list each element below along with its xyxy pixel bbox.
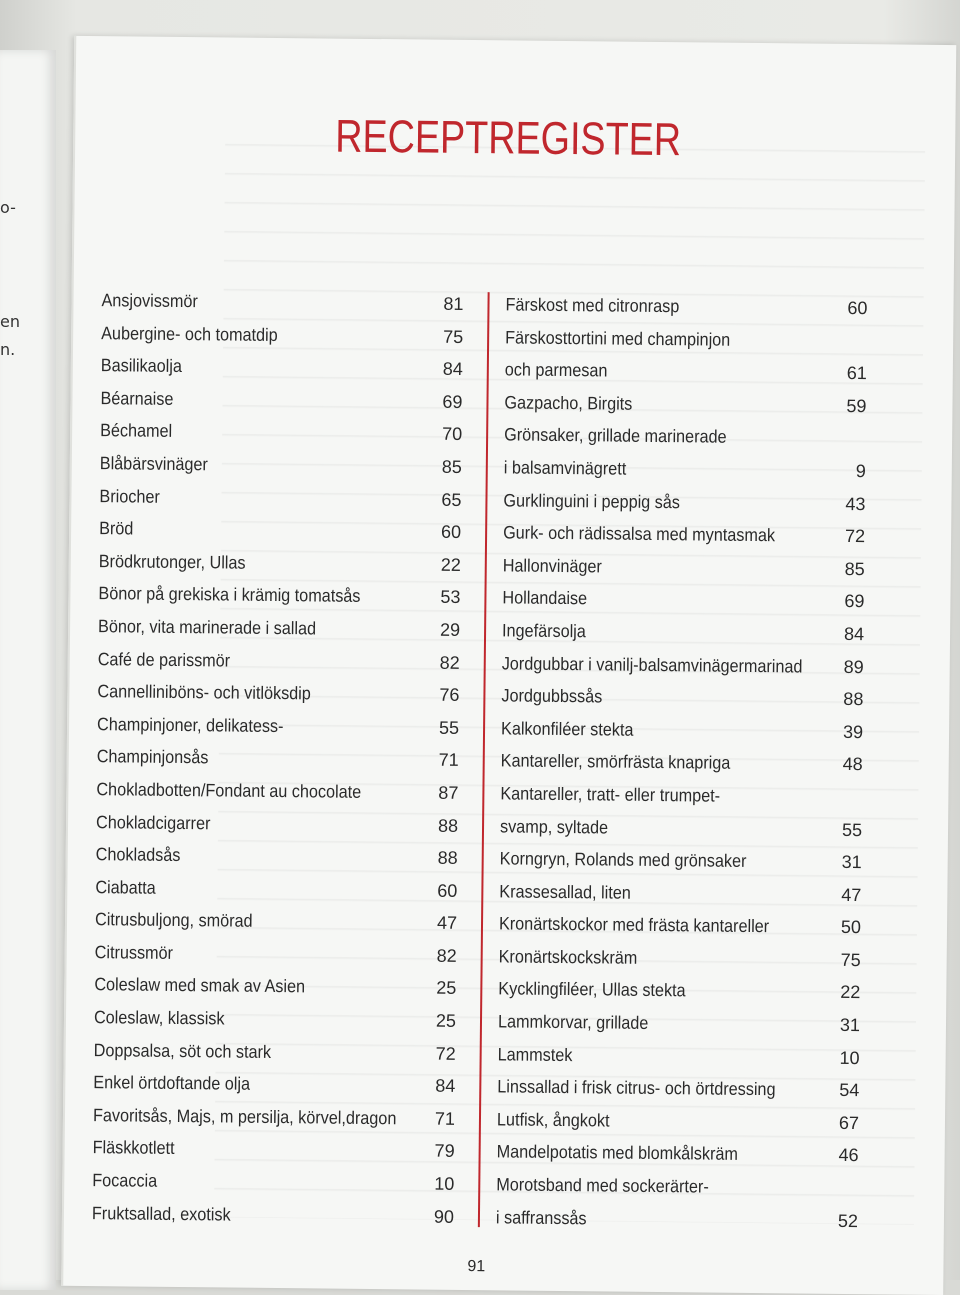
entry-name: Lammkorvar, grillade xyxy=(497,1011,649,1033)
entry-page-number: 22 xyxy=(840,982,861,1003)
entry-page-number: 43 xyxy=(845,493,866,514)
entry-name: Kronärtskockor med frästa kantareller xyxy=(498,913,770,937)
entry-page-number: 25 xyxy=(436,978,457,999)
index-entry xyxy=(502,616,864,652)
index-entry xyxy=(97,677,459,713)
entry-name: svamp, syltade xyxy=(499,815,609,837)
entry-name: Coleslaw, klassisk xyxy=(93,1007,225,1029)
index-entry xyxy=(92,1166,454,1202)
entry-name: Brödkrutonger, Ullas xyxy=(98,550,246,573)
entry-page-number: 84 xyxy=(843,623,865,645)
index-entry xyxy=(93,1068,455,1104)
index-entry xyxy=(501,747,863,783)
entry-name: i saffranssås xyxy=(495,1206,587,1228)
entry-name: Mandelpotatis med blomkålskräm xyxy=(496,1141,739,1165)
index-entry xyxy=(499,877,861,913)
entry-name: Fläskkotlett xyxy=(92,1137,175,1159)
index-entry xyxy=(501,681,863,717)
entry-page-number: 88 xyxy=(843,689,864,710)
entry-name: Enkel örtdoftande olja xyxy=(93,1072,251,1094)
entry-name: Citrussmör xyxy=(94,941,174,963)
index-entry xyxy=(95,905,457,941)
entry-page-number: 75 xyxy=(840,949,861,971)
index-entry xyxy=(101,351,463,387)
index-entry xyxy=(500,779,862,815)
entry-name: Morotsband med sockerärter- xyxy=(496,1174,709,1197)
index-entry xyxy=(498,975,860,1011)
entry-name: Korngryn, Rolands med grönsaker xyxy=(499,848,747,872)
entry-page-number: 90 xyxy=(433,1206,455,1227)
index-entry xyxy=(94,971,456,1007)
entry-page-number: 72 xyxy=(844,526,866,547)
entry-page-number: 70 xyxy=(442,424,463,445)
entry-page-number: 65 xyxy=(441,489,462,510)
entry-name: Gurk- och rädissalsa med myntasmak xyxy=(503,522,776,546)
index-entry xyxy=(504,388,866,424)
entry-name: Grönsaker, grillade marinerade xyxy=(504,424,727,448)
page-title: RECEPTREGISTER xyxy=(335,109,682,166)
entry-name: Ingefärsolja xyxy=(501,620,586,642)
entry-name: i balsamvinägrett xyxy=(503,457,627,479)
entry-page-number: 10 xyxy=(434,1173,455,1194)
index-entry xyxy=(505,290,867,326)
entry-page-number: 76 xyxy=(439,684,460,706)
page-number: 91 xyxy=(467,1258,486,1276)
entry-page-number: 52 xyxy=(837,1210,859,1231)
entry-page-number: 71 xyxy=(434,1108,456,1129)
index-entry xyxy=(93,1101,455,1137)
entry-name: Aubergine- och tomatdip xyxy=(101,322,278,345)
entry-name: Béchamel xyxy=(100,420,173,442)
index-entry xyxy=(98,579,460,615)
entry-name: Kalkonfiléer stekta xyxy=(500,718,634,740)
entry-name: Jordgubbar i vanilj-balsamvinägermarinad xyxy=(501,652,803,677)
left-page-edge xyxy=(0,50,56,1290)
entry-name: Champinjonsås xyxy=(96,746,209,768)
index-entry xyxy=(501,714,863,750)
entry-page-number: 55 xyxy=(841,819,863,840)
entry-name: Jordgubbssås xyxy=(501,685,603,707)
entry-page-number: 82 xyxy=(436,945,457,966)
entry-name: Kycklingfiléer, Ullas stekta xyxy=(498,978,686,1001)
entry-name: Gazpacho, Birgits xyxy=(504,392,633,414)
entry-page-number: 31 xyxy=(839,1014,861,1036)
entry-page-number: 60 xyxy=(437,880,458,901)
entry-page-number: 46 xyxy=(838,1145,859,1166)
index-entry xyxy=(496,1138,858,1174)
entry-page-number: 84 xyxy=(435,1075,456,1097)
entry-page-number: 22 xyxy=(440,554,461,575)
entry-page-number: 47 xyxy=(436,912,458,934)
entry-page-number: 87 xyxy=(438,782,459,803)
index-entry xyxy=(499,910,861,946)
index-entry xyxy=(96,808,458,844)
entry-name: Focaccia xyxy=(92,1170,158,1191)
index-entry xyxy=(505,323,867,359)
entry-name: Lutfisk, ångkokt xyxy=(496,1109,610,1131)
index-entry xyxy=(92,1199,454,1235)
index-entry xyxy=(99,547,461,583)
left-page-fragment: n. xyxy=(0,340,16,359)
entry-name: Ansjovissmör xyxy=(101,290,198,312)
index-entry xyxy=(98,645,460,681)
entry-page-number: 81 xyxy=(443,293,464,314)
entry-page-number: 54 xyxy=(839,1080,860,1101)
entry-name: Ciabatta xyxy=(95,876,156,898)
index-entry xyxy=(497,1073,859,1109)
index-page xyxy=(61,36,956,1295)
index-entry xyxy=(96,840,458,876)
entry-page-number: 31 xyxy=(841,852,862,873)
index-entry xyxy=(500,812,862,848)
entry-name: Briocher xyxy=(99,485,160,507)
entry-page-number: 61 xyxy=(846,363,867,384)
index-entry xyxy=(498,942,860,978)
index-entry xyxy=(99,482,461,518)
index-entry xyxy=(496,1203,858,1239)
entry-page-number: 84 xyxy=(442,358,463,380)
entry-page-number: 39 xyxy=(842,721,864,742)
index-entry xyxy=(502,584,864,620)
entry-page-number: 59 xyxy=(846,395,867,416)
entry-name: Favoritsås, Majs, m persilja, körvel,dragon xyxy=(92,1104,397,1129)
entry-name: och parmesan xyxy=(504,359,608,381)
entry-page-number: 71 xyxy=(438,750,459,771)
entry-page-number: 9 xyxy=(855,461,866,482)
index-entry xyxy=(503,519,865,555)
entry-page-number: 82 xyxy=(439,652,460,673)
entry-name: Hallonvinäger xyxy=(502,555,602,577)
entry-name: Blåbärsvinäger xyxy=(99,453,209,475)
index-column-left xyxy=(92,286,464,1235)
entry-page-number: 67 xyxy=(838,1112,860,1133)
entry-name: Gurklinguini i peppig sås xyxy=(503,489,681,512)
index-entry xyxy=(101,319,463,355)
entry-name: Lammstek xyxy=(497,1043,573,1065)
entry-name: Färskost med citronrasp xyxy=(505,294,680,317)
entry-name: Fruktsallad, exotisk xyxy=(91,1202,231,1225)
entry-name: Bröd xyxy=(99,518,134,539)
index-entry xyxy=(101,286,463,322)
entry-page-number: 75 xyxy=(443,326,464,347)
entry-page-number: 47 xyxy=(841,884,862,905)
entry-name: Champinjoner, delikatess- xyxy=(96,713,284,736)
entry-name: Chokladcigarrer xyxy=(95,811,211,833)
entry-page-number: 89 xyxy=(843,656,864,677)
index-entry xyxy=(96,775,458,811)
entry-name: Kronärtskockskräm xyxy=(498,946,638,968)
entry-page-number: 10 xyxy=(839,1047,860,1068)
entry-name: Coleslaw med smak av Asien xyxy=(94,974,306,997)
entry-page-number: 69 xyxy=(844,591,865,612)
index-entry xyxy=(503,486,865,522)
entry-name: Hollandaise xyxy=(502,587,588,609)
index-entry xyxy=(504,421,866,457)
index-entry xyxy=(100,449,462,485)
entry-name: Chokladbotten/Fondant au chocolate xyxy=(96,779,362,802)
index-entry xyxy=(500,844,862,880)
entry-name: Bönor på grekiska i krämig tomatsås xyxy=(98,583,361,607)
entry-name: Kantareller, tratt- eller trumpet- xyxy=(500,783,721,806)
index-entry xyxy=(97,710,459,746)
entry-name: Café de parissmör xyxy=(97,648,231,671)
entry-page-number: 88 xyxy=(437,815,459,836)
index-entry xyxy=(92,1134,454,1170)
index-entry xyxy=(504,453,866,489)
entry-page-number: 79 xyxy=(434,1141,455,1162)
entry-page-number: 29 xyxy=(439,619,461,640)
entry-name: Färskosttortini med champinjon xyxy=(505,326,731,350)
index-column-right xyxy=(496,290,868,1239)
entry-name: Chokladsås xyxy=(95,844,181,866)
entry-page-number: 25 xyxy=(435,1010,457,1031)
index-entry xyxy=(502,649,864,685)
entry-name: Linssallad i frisk citrus- och örtdressing xyxy=(497,1076,776,1100)
entry-page-number: 85 xyxy=(844,558,865,579)
index-entry xyxy=(94,1003,456,1039)
entry-page-number: 60 xyxy=(847,297,868,319)
entry-page-number: 53 xyxy=(440,587,461,608)
index-entry xyxy=(98,612,460,648)
left-page-fragment: o- xyxy=(0,198,16,217)
entry-name: Kantareller, smörfrästa knapriga xyxy=(500,750,731,774)
entry-page-number: 55 xyxy=(438,717,460,738)
entry-name: Doppsalsa, söt och stark xyxy=(93,1039,272,1062)
index-entry xyxy=(93,1036,455,1072)
entry-page-number: 50 xyxy=(840,917,862,938)
entry-page-number: 69 xyxy=(442,391,463,412)
index-entry xyxy=(503,551,865,587)
entry-name: Bönor, vita marinerade i sallad xyxy=(98,616,317,639)
index-entry xyxy=(95,873,457,909)
entry-name: Basilikaolja xyxy=(100,355,182,377)
index-entry xyxy=(100,417,462,453)
entry-name: Krassesallad, liten xyxy=(499,881,631,903)
entry-page-number: 88 xyxy=(437,847,458,868)
index-entry xyxy=(497,1040,859,1076)
entry-page-number: 60 xyxy=(440,521,462,543)
index-entry xyxy=(498,1007,860,1043)
entry-page-number: 72 xyxy=(435,1043,456,1064)
index-entry xyxy=(97,742,459,778)
entry-name: Cannelliniböns- och vitlöksdip xyxy=(97,681,311,704)
index-entry xyxy=(99,514,461,550)
index-entry xyxy=(95,938,457,974)
entry-page-number: 48 xyxy=(842,754,863,775)
entry-name: Béarnaise xyxy=(100,387,174,409)
index-entry xyxy=(505,356,867,392)
entry-name: Citrusbuljong, smörad xyxy=(94,909,253,932)
entry-page-number: 85 xyxy=(441,456,462,477)
left-page-fragment: en xyxy=(0,312,20,331)
index-entry xyxy=(497,1105,859,1141)
index-entry xyxy=(100,384,462,420)
index-entry xyxy=(496,1170,858,1206)
